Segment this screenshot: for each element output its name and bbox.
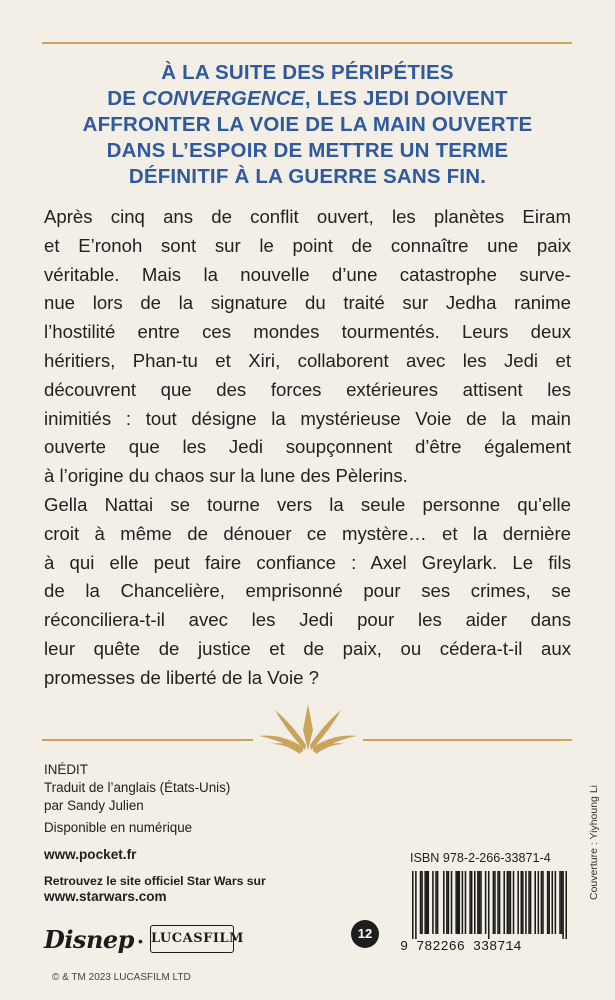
summary-line: promesses de liberté de la Voie ? — [44, 666, 319, 688]
age-rating-badge: 12 — [351, 920, 379, 948]
tagline-line-3: AFFRONTER LA VOIE DE LA MAIN OUVERTE — [82, 113, 533, 136]
barcode-digits: 9 782266 338714 — [400, 940, 522, 953]
top-gold-rule — [42, 42, 572, 44]
summary-paragraph-1 — [44, 203, 571, 491]
isbn: ISBN 978-2-266-33871-4 — [410, 851, 551, 865]
starwars-site-text: Retrouvez le site officiel Star Wars sur — [44, 874, 266, 888]
barcode — [400, 871, 572, 953]
summary-line: croit à même de dénouer ce mystère… et la dernière — [44, 522, 571, 544]
summary-line: de la Chancelière, emprisonné pour ses crimes, se — [44, 580, 571, 602]
translator-name: par Sandy Julien — [44, 798, 144, 813]
summary-line: à qui elle peut faire confiance : Axel Greylark. Le fils — [44, 551, 571, 573]
copyright-notice: © & TM 2023 LUCASFILM LTD — [52, 972, 191, 983]
tagline-line-2 — [40, 86, 575, 112]
disney-logo: Disnep — [44, 925, 134, 954]
summary-line: l’hostilité entre ces mondes tourmentés. Leurs deux — [44, 321, 571, 343]
digital-availability: Disponible en numérique — [44, 820, 193, 835]
summary-line: découvrent que des forces extérieures attisent les — [44, 378, 571, 400]
summary-line: inimitiés : tout désigne la mystérieuse Voie de la main — [44, 407, 571, 429]
summary-line: à l’origine du chaos sur la lune des Pèlerins. — [44, 465, 408, 487]
tagline-line-5: DÉFINITIF À LA GUERRE SANS FIN. — [128, 165, 487, 188]
summary-line: véritable. Mais la nouvelle d’une catastrophe surve- — [44, 263, 571, 285]
unpublished-label: INÉDIT — [44, 762, 88, 777]
tagline-line-4: DANS L’ESPOIR DE METTRE UN TERME — [106, 139, 509, 162]
summary-line: Gella Nattai se tourne vers la seule personne qu’elle — [44, 493, 571, 515]
tagline — [40, 60, 575, 190]
cover-credit: Couverture : Yiyhoung Li — [588, 785, 600, 900]
summary-line: Après cinq ans de conflit ouvert, les planètes Eiram — [44, 206, 571, 227]
gold-flourish-icon — [253, 700, 363, 758]
tagline-suffix: , LES JEDI DOIVENT — [304, 87, 508, 110]
summary-line: réconciliera-t-il avec les Jedi pour les aider dans — [44, 609, 571, 631]
translation-note: Traduit de l’anglais (États-Unis) — [44, 780, 231, 795]
logo-separator-dot: • — [138, 933, 143, 949]
summary-line: ouverte que les Jedi soupçonnent d’être également — [44, 436, 571, 458]
summary-paragraph-2 — [44, 491, 571, 693]
summary-line: et E’ronoh sont sur le point de connaître une paix — [44, 234, 571, 256]
summary-line: leur quête de justice et de paix, ou cédera-t-il aux — [44, 637, 571, 659]
summary-text — [44, 203, 571, 693]
tagline-prefix: DE — [107, 87, 142, 110]
tagline-line-1: À LA SUITE DES PÉRIPÉTIES — [161, 61, 454, 84]
publisher-website: www.pocket.fr — [44, 847, 137, 862]
barcode-bars-icon — [412, 871, 567, 939]
summary-line: nue lors de la signature du traité sur Jedha ranime — [44, 292, 571, 314]
summary-line: héritiers, Phan-tu et Xiri, collaborent avec les Jedi et — [44, 349, 571, 371]
starwars-website: www.starwars.com — [44, 889, 167, 904]
tagline-book-title: CONVERGENCE — [142, 87, 305, 110]
lucasfilm-logo: LUCASFILM — [150, 925, 234, 953]
